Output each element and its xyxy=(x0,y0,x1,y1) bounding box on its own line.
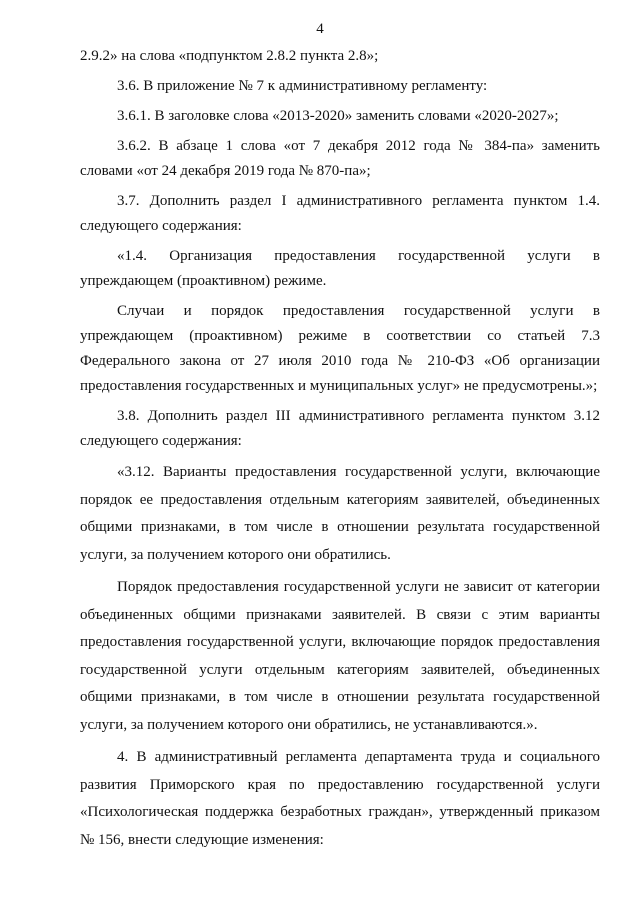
paragraph-3-6-2: 3.6.2. В абзаце 1 слова «от 7 декабря 2012 года № 384-па» заменить словами «от 24 декабря 2019 года № 870-па»; xyxy=(80,138,600,179)
paragraph-3-8: 3.8. Дополнить раздел III административного регламента пунктом 3.12 следующего содержания: xyxy=(80,408,600,449)
paragraph-3-7: 3.7. Дополнить раздел I административного регламента пунктом 1.4. следующего содержания: xyxy=(80,193,600,234)
paragraph-continuation: 2.9.2» на слова «подпунктом 2.8.2 пункта 2.8»; xyxy=(80,48,379,64)
paragraph-1-4-body: Случаи и порядок предоставления государственной услуги в упреждающем (проактивном) режиме в соответствии со статьей 7.3 Федерального закона от 27 июля 2010 года № 210-ФЗ «Об организации предоставления государственных и муниципальных услуг» не предусмотрены.»; xyxy=(80,303,600,394)
paragraph-3-6-1: 3.6.1. В заголовке слова «2013-2020» заменить словами «2020-2027»; xyxy=(117,108,559,124)
paragraph-1-4-heading: «1.4. Организация предоставления государственной услуги в упреждающем (проактивном) режиме. xyxy=(80,248,600,289)
paragraph-3-12-body: Порядок предоставления государственной услуги не зависит от категории объединенных общими признаками заявителей. В связи с этим варианты предоставления государственной услуги, включающие порядок предоставления государственной услуги отдельным категориям заявителей, объединенных общими признаками, в том числе в отношении результата государственной услуги, за получением которого они обратились, не устанавливаются.». xyxy=(80,579,600,733)
document-body xyxy=(80,44,600,854)
paragraph-3-6: 3.6. В приложение № 7 к административному регламенту: xyxy=(117,78,488,94)
paragraph-3-12-heading: «3.12. Варианты предоставления государственной услуги, включающие порядок ее предоставления отдельным категориям заявителей, объединенных общими признаками, в том числе в отношении результата государственной услуги, за получением которого они обратились. xyxy=(80,464,600,563)
paragraph-4: 4. В административный регламента департамента труда и социального развития Приморского края по предоставлению государственной услуги «Психологическая поддержка безработных граждан», утвержденный приказом № 156, внести следующие изменения: xyxy=(80,749,600,848)
page-number: 4 xyxy=(316,21,324,37)
